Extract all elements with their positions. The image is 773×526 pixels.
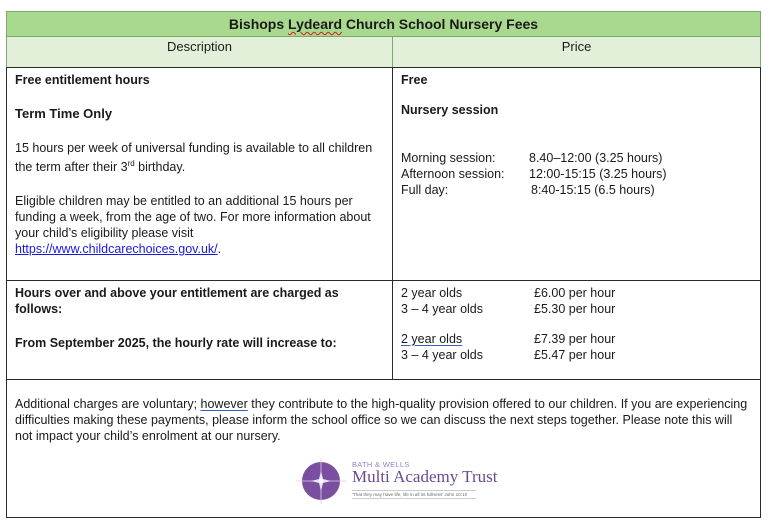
header-price: Price [393,37,761,68]
session-row: Full day: 8:40-15:15 (6.5 hours) [401,183,655,197]
nursery-session-heading: Nursery session [401,103,499,117]
price-cell [393,281,761,380]
table-row [7,68,761,281]
title-row [7,12,761,37]
star-emblem-icon [302,462,340,500]
header-description: Description [7,37,393,68]
term-time-heading: Term Time Only [15,106,113,121]
rate-row: 3 – 4 year olds £5.30 per hour [401,302,616,316]
description-cell [7,281,393,380]
eligibility-text: Eligible children may be entitled to an additional 15 hours per funding a week, from the age of two. For more information about your child’s eligibility please visit https://www.childcarechoices.gov.uk/. [15,194,371,257]
description-cell [7,68,393,281]
session-row: Morning session: 8.40–12:00 (3.25 hours) [401,151,663,165]
entitlement-heading: Free entitlement hours [15,73,150,87]
voluntary-charges-text: Additional charges are voluntary; however they contribute to the high-quality provision offered to our children. If you are experiencing difficulties making these payments, please inform the school office so we can discuss the next steps together. Please note this will not impact your child’s enrolment at our nursery. [15,397,748,443]
spellcheck-word: Lydeard [288,16,342,32]
session-row: Afternoon session: 12:00-15:15 (3.25 hours) [401,167,667,181]
rate-increase-text: From September 2025, the hourly rate will increase to: [15,336,337,350]
trust-logo: BATH & WELLS Multi Academy Trust 'That they may have life, life in all its fullness' John 10:10 [296,458,486,510]
rate-row: 3 – 4 year olds £5.47 per hour [401,348,616,362]
fees-table [6,11,761,518]
childcare-choices-link[interactable]: https://www.childcarechoices.gov.uk/ [15,242,218,257]
table-row [7,281,761,380]
fees-document [6,11,761,518]
table-title: Bishops Lydeard Church School Nursery Fees [7,12,761,37]
rate-row: 2 year olds £6.00 per hour [401,286,616,300]
universal-funding-text: 15 hours per week of universal funding is available to all children the term after their 3rd birthday. [15,141,373,175]
price-cell [393,68,761,281]
header-row [7,37,761,68]
extra-hours-text: Hours over and above your entitlement are charged as follows: [15,286,339,316]
rate-row: 2 year olds £7.39 per hour [401,332,616,346]
free-label: Free [401,73,428,87]
